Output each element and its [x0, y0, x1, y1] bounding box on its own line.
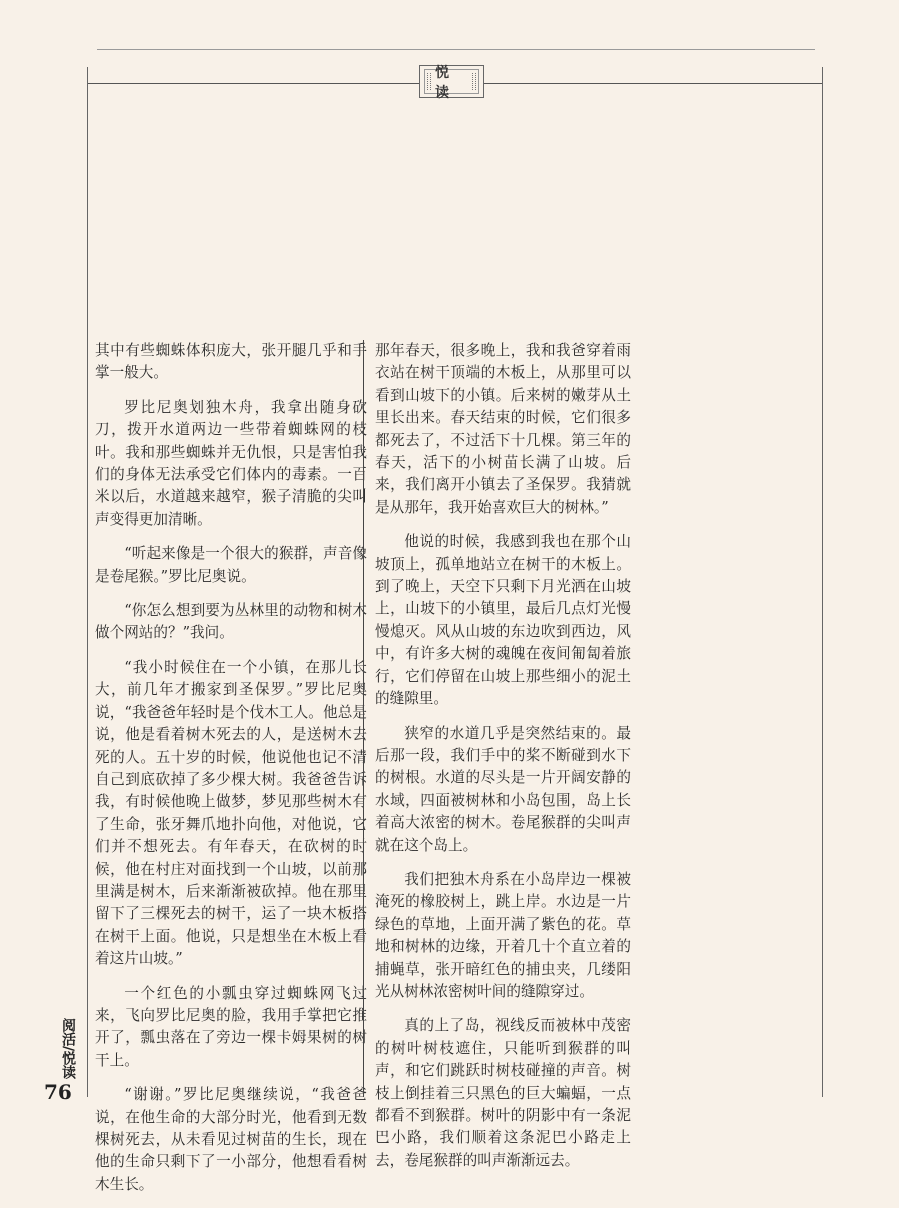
- section-badge: [419, 64, 484, 101]
- text-column-right: [375, 340, 631, 1184]
- header-line-right: [484, 83, 822, 84]
- paragraph: 他说的时候，我感到我也在那个山坡顶上，孤单地站立在树干的木板上。到了晚上，天空下只剩下月光洒在山坡上，山坡下的小镇里，最后几点灯光慢慢熄灭。风从山坡的东边吹到西边，风中，有许多大树的魂魄在夜间匍匐着旅行，它们停留在山坡上那些细小的泥土的缝隙里。: [375, 533, 631, 708]
- header-line-left: [87, 83, 419, 84]
- frame-line-right: [822, 67, 823, 1097]
- frame-line-left: [87, 67, 88, 1097]
- paragraph: “你怎么想到要为丛林里的动物和树木做个网站的？”我问。: [95, 602, 367, 642]
- page-number: 76: [44, 1080, 72, 1104]
- paragraph: “我小时候住在一个小镇，在那儿长大，前几年才搬家到圣保罗。”罗比尼奥说，“我爸爸年轻时是个伐木工人。他总是说，他是看着树木死去的人，是送树木去死的人。五十岁的时候，他说他也记不清自己到底砍掉了多少棵大树。我爸爸告诉我，有时候他晚上做梦，梦见那些树木有了生命，张牙舞爪地扑向他，对他说，它们并不想死去。有年春天，在砍树的时候，他在村庄对面找到一个山坡，以前那里满是树木，后来渐渐被砍掉。他在那里留下了三棵死去的树干，运了一块木板搭在树干上面。他说，只是想坐在木板上看着这片山坡。”: [95, 658, 367, 968]
- top-rule: [97, 49, 815, 50]
- paragraph: “听起来像是一个很大的猴群，声音像是卷尾猴。”罗比尼奥说。: [95, 545, 367, 585]
- paragraph: 其中有些蜘蛛体积庞大，张开腿几乎和手掌一般大。: [95, 342, 367, 382]
- magazine-section-label: 阅活/悦读: [60, 1018, 76, 1080]
- column-divider: [363, 340, 364, 1097]
- section-badge-frame: [424, 64, 479, 101]
- paragraph: 一个红色的小瓢虫穿过蜘蛛网飞过来，飞向罗比尼奥的脸，我用手掌把它推开了，瓢虫落在了旁边一棵卡姆果树的树干上。: [95, 984, 367, 1069]
- paragraph: 我们把独木舟系在小岛岸边一棵被淹死的橡胶树上，跳上岸。水边是一片绿色的草地，上面开满了紫色的花。草地和树林的边缘，开着几十个直立着的捕蝇草，张开暗红色的捕虫夹，几缕阳光从树林浓密树叶间的缝隙穿过。: [375, 870, 631, 1000]
- paragraph: 那年春天，很多晚上，我和我爸穿着雨衣站在树干顶端的木板上，从那里可以看到山坡下的小镇。后来树的嫩芽从土里长出来。春天结束的时候，它们很多都死去了，不过活下十几棵。第三年的春天，活下的小树苗长满了山坡。后来，我们离开小镇去了圣保罗。我猜就是从那年，我开始喜欢巨大的树林。”: [375, 342, 631, 516]
- text-column-left: [95, 340, 367, 1208]
- section-title: 悦读: [435, 64, 459, 101]
- paragraph: 罗比尼奥划独木舟，我拿出随身砍刀，拨开水道两边一些带着蜘蛛网的枝叶。我和那些蜘蛛并无仇恨，只是害怕我们的身体无法承受它们体内的毒素。一百米以后，水道越来越窄，猴子清脆的尖叫声变得更加清晰。: [95, 398, 367, 528]
- paragraph: 真的上了岛，视线反而被林中茂密的树叶树枝遮住，只能听到猴群的叫声，和它们跳跃时树枝碰撞的声音。树枝上倒挂着三只黑色的巨大蝙蝠，一点都看不到猴群。树叶的阴影中有一条泥巴小路，我们顺着这条泥巴小路走上去，卷尾猴群的叫声渐渐远去。: [375, 1017, 631, 1169]
- paragraph: “谢谢。”罗比尼奥继续说，“我爸爸说，在他生命的大部分时光，他看到无数棵树死去，从未看见过树苗的生长，现在他的生命只剩下了一小部分，他想看看树木生长。: [95, 1086, 367, 1193]
- paragraph: 狭窄的水道几乎是突然结束的。最后那一段，我们手中的桨不断碰到水下的树根。水道的尽头是一片开阔安静的水域，四面被树林和小岛包围，岛上长着高大浓密的树木。卷尾猴群的尖叫声就在这个岛上。: [375, 724, 631, 854]
